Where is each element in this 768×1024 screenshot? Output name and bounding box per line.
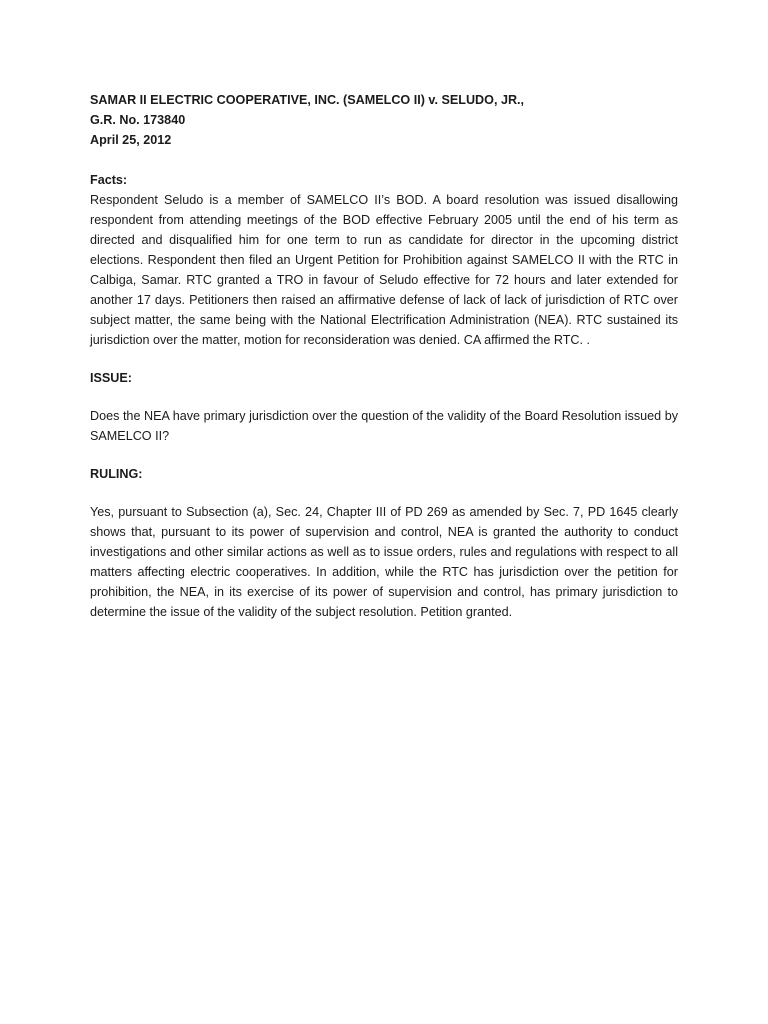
issue-text: Does the NEA have primary jurisdiction over the question of the validity of the Board Resolution issued by SAMELCO II? xyxy=(90,409,678,443)
document-page xyxy=(90,90,678,622)
case-date: April 25, 2012 xyxy=(90,133,172,147)
facts-heading: Facts: xyxy=(90,173,128,187)
issue-heading: ISSUE: xyxy=(90,371,132,385)
case-gr-number: G.R. No. 173840 xyxy=(90,113,186,127)
facts-text: Respondent Seludo is a member of SAMELCO II’s BOD. A board resolution was issued disallowing respondent from attending meetings of the BOD effective February 2005 until the end of his term as directed and disqualified him for one term to run as candidate for director in the upcoming district elections. Respondent then filed an Urgent Petition for Prohibition against SAMELCO II with the RTC in Calbiga, Samar. RTC granted a TRO in favour of Seludo effective for 72 hours and later extended for another 17 days. Petitioners then raised an affirmative defense of lack of lack of jurisdiction of RTC over subject matter, the same being with the National Electrification Administration (NEA). RTC sustained its jurisdiction over the matter, motion for reconsideration was denied. CA affirmed the RTC. . xyxy=(90,193,678,347)
case-title: SAMAR II ELECTRIC COOPERATIVE, INC. (SAMELCO II) v. SELUDO, JR., xyxy=(90,93,525,107)
ruling-text: Yes, pursuant to Subsection (a), Sec. 24, Chapter III of PD 269 as amended by Sec. 7, PD 1645 clearly shows that, pursuant to its power of supervision and control, NEA is granted the authority to conduct investigations and other similar actions as well as to issue orders, rules and regulations with respect to all matters affecting electric cooperatives. In addition, while the RTC has jurisdiction over the petition for prohibition, the NEA, in its exercise of its power of supervision and control, has primary jurisdiction to determine the issue of the validity of the subject resolution. Petition granted. xyxy=(90,505,678,619)
ruling-heading: RULING: xyxy=(90,467,143,481)
